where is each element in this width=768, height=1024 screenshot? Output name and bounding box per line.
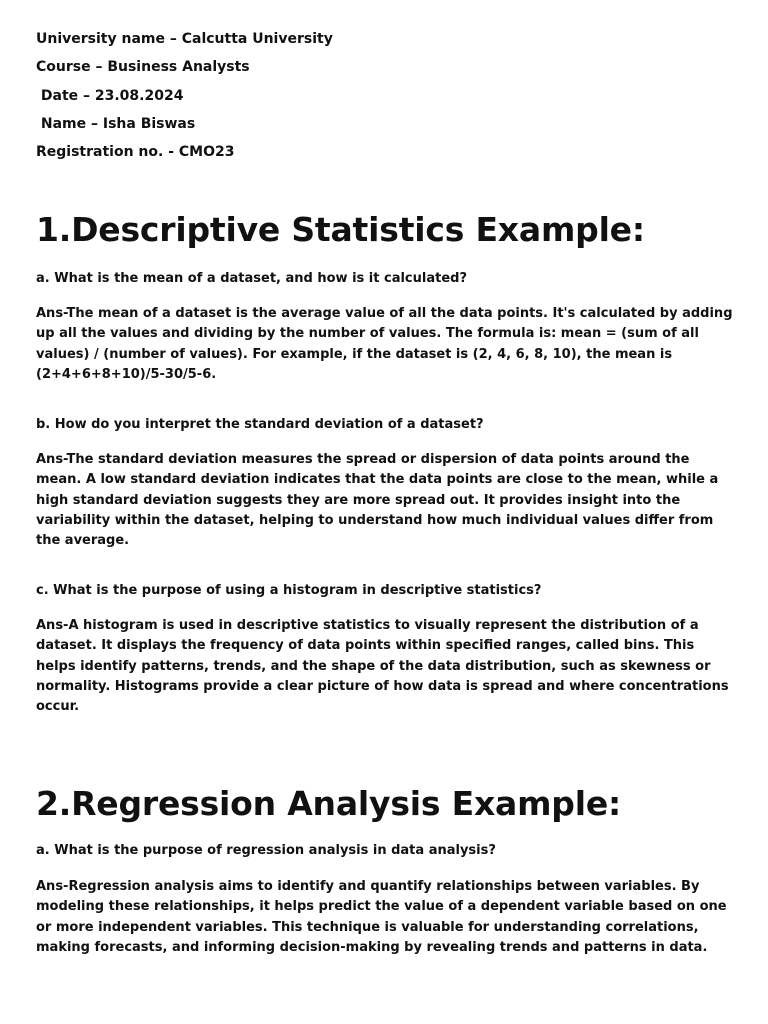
question-mean: a. What is the mean of a dataset, and how is it calculated?: [36, 271, 467, 286]
course-name: Course – Business Analysts: [36, 59, 250, 75]
university-name: University name – Calcutta University: [36, 31, 333, 47]
student-name: Name – Isha Biswas: [36, 116, 196, 132]
answer-histogram: Ans-A histogram is used in descriptive statistics to visually represent the distribution of a dataset. It displays the frequency of data points within specified ranges, called bins. This helps identify patterns, trends, and the shape of the data distribution, such as skewness or normality. Histograms provide a clear picture of how data is spread and where concentrations occur.: [36, 618, 729, 715]
answer-standard-deviation: Ans-The standard deviation measures the spread or dispersion of data points around the mean. A low standard deviation indicates that the data points are close to the mean, while a high standard deviation suggests they are more spread out. It provides insight into the variability within the dataset, helping to understand how much individual values differ from the average.: [36, 452, 719, 549]
question-histogram: c. What is the purpose of using a histogram in descriptive statistics?: [36, 583, 542, 598]
answer-mean: Ans-The mean of a dataset is the average value of all the data points. It's calculated by adding up all the values and dividing by the number of values. The formula is: mean = (sum of all values) / (number of values). For example, if the dataset is (2, 4, 6, 8, 10), the mean is (2+4+6+8+10)/5-30/5-6.: [36, 306, 733, 382]
section-title-regression-analysis: 2.Regression Analysis Example:: [36, 784, 622, 823]
section-title-descriptive-statistics: 1.Descriptive Statistics Example:: [36, 210, 645, 249]
question-regression: a. What is the purpose of regression analysis in data analysis?: [36, 843, 496, 858]
registration-number: Registration no. - CMO23: [36, 144, 235, 160]
question-standard-deviation: b. How do you interpret the standard deviation of a dataset?: [36, 417, 484, 432]
date-line: Date – 23.08.2024: [36, 88, 184, 104]
answer-regression: Ans-Regression analysis aims to identify and quantify relationships between variables. By modeling these relationships, it helps predict the value of a dependent variable based on one or more independent variables. This technique is valuable for understanding correlations, making forecasts, and informing decision-making by revealing trends and patterns in data.: [36, 879, 727, 955]
